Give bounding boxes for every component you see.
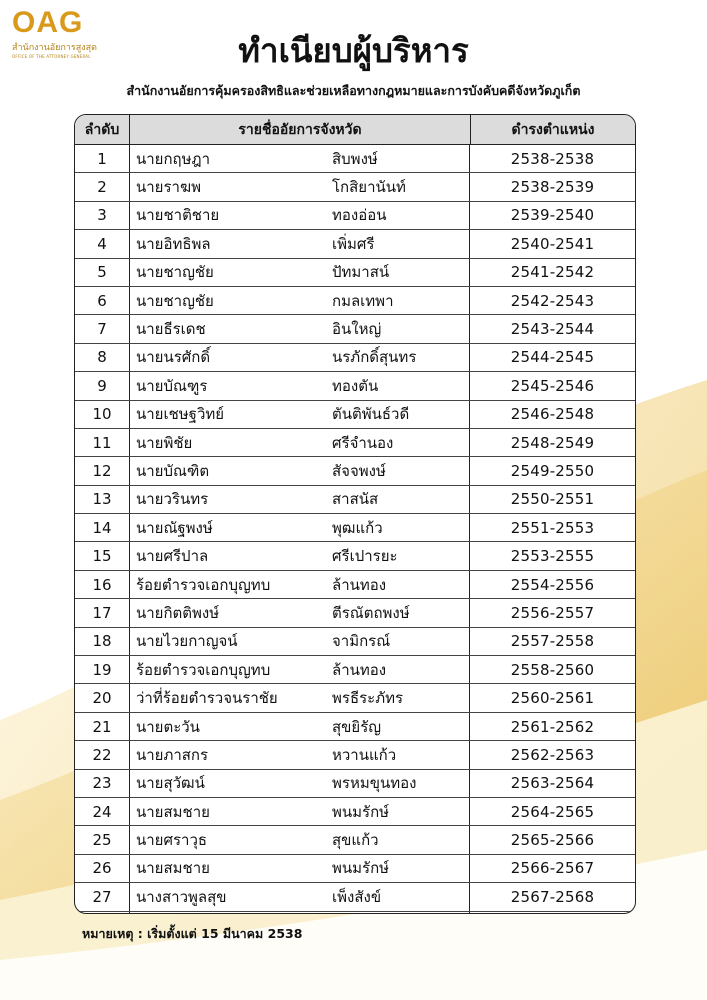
row-first-name: นายธีรเดช [136, 320, 206, 339]
row-term: 2548-2549 [510, 433, 595, 452]
row-name [130, 230, 470, 257]
row-number: 26 [75, 855, 130, 882]
row-name [130, 713, 470, 740]
table-row [75, 542, 635, 570]
row-number [75, 912, 130, 914]
logo-org-en: OFFICE OF THE ATTORNEY GENERAL [12, 54, 91, 59]
row-number: 22 [75, 741, 130, 768]
row-name [130, 202, 470, 229]
table-row [75, 855, 635, 883]
table-row [75, 429, 635, 457]
row-name [130, 798, 470, 825]
row-name [130, 486, 470, 513]
row-last-name: อินใหญ่ [332, 320, 382, 339]
row-term: 2550-2551 [510, 490, 595, 509]
row-number: 15 [75, 542, 130, 569]
row-number: 13 [75, 486, 130, 513]
row-term: 2562-2563 [510, 745, 595, 764]
table-row [75, 741, 635, 769]
row-last-name: ทองตัน [332, 376, 379, 395]
row-first-name: นายชาญชัย [136, 291, 214, 310]
row-number: 25 [75, 826, 130, 853]
row-name [130, 571, 470, 598]
row-first-name: นายภาสกร [136, 745, 209, 764]
row-first-name: นายชาญชัย [136, 263, 214, 282]
row-name [130, 259, 470, 286]
row-number: 19 [75, 656, 130, 683]
row-first-name: นายบัณฑูร [136, 376, 208, 395]
row-name [130, 401, 470, 428]
table-row [75, 798, 635, 826]
row-first-name: นายสมชาย [136, 802, 210, 821]
row-last-name: นรภักดิ์สุนทร [332, 348, 417, 367]
row-term: 2564-2565 [510, 802, 595, 821]
row-number: 14 [75, 514, 130, 541]
row-term: 2539-2540 [510, 206, 595, 225]
row-number: 17 [75, 599, 130, 626]
row-name [130, 287, 470, 314]
row-name [130, 372, 470, 399]
directors-table [74, 114, 636, 914]
row-last-name: พนมรักษ์ [332, 802, 390, 821]
row-first-name: นายนรศักดิ์ [136, 348, 211, 367]
row-number: 18 [75, 628, 130, 655]
row-name [130, 628, 470, 655]
row-name [130, 457, 470, 484]
table-row [75, 713, 635, 741]
row-term: 2542-2543 [510, 291, 595, 310]
header-name: รายชื่ออัยการจังหวัด [130, 115, 471, 144]
row-last-name: พุฒแก้ว [332, 518, 383, 537]
table-row [75, 457, 635, 485]
row-term [470, 912, 635, 914]
row-name [130, 514, 470, 541]
row-term: 2546-2548 [510, 405, 595, 424]
row-first-name: นางสาวพูลสุข [136, 887, 227, 906]
row-term: 2566-2567 [510, 859, 595, 878]
row-term: 2551-2553 [510, 518, 595, 537]
row-term: 2538-2538 [510, 149, 595, 168]
row-number: 16 [75, 571, 130, 598]
row-number: 1 [75, 145, 130, 172]
table-row [75, 344, 635, 372]
logo-org-th: สำนักงานอัยการสูงสุด [12, 43, 97, 53]
table-row [75, 401, 635, 429]
table-row [75, 202, 635, 230]
row-first-name: นายวรินทร [136, 490, 209, 509]
row-last-name: โกสิยานันท์ [332, 178, 406, 197]
row-name [130, 883, 470, 910]
row-name [130, 912, 470, 914]
row-last-name: พรหมขุนทอง [332, 774, 417, 793]
row-last-name: เพ็งสังข์ [332, 887, 382, 906]
row-last-name: ศรีจำนอง [332, 433, 394, 452]
row-term: 2560-2561 [510, 689, 595, 708]
row-term: 2540-2541 [510, 234, 595, 253]
row-name [130, 770, 470, 797]
row-term: 2545-2546 [510, 376, 595, 395]
row-term: 2554-2556 [510, 575, 595, 594]
row-number: 7 [75, 315, 130, 342]
row-first-name: ร้อยตำรวจเอกบุญทบ [136, 660, 271, 679]
table-row [75, 912, 635, 914]
row-name [130, 542, 470, 569]
header-no: ลำดับ [75, 115, 130, 144]
row-first-name: นายไวยกาญจน์ [136, 632, 238, 651]
row-first-name: นายศรีปาล [136, 547, 209, 566]
row-number: 4 [75, 230, 130, 257]
table-row [75, 571, 635, 599]
row-last-name: พรธีระภัทร [332, 689, 404, 708]
table-row [75, 684, 635, 712]
row-term: 2565-2566 [510, 831, 595, 850]
row-last-name: ล้านทอง [332, 575, 387, 594]
row-term: 2549-2550 [510, 461, 595, 480]
row-first-name: นายสุวัฒน์ [136, 774, 205, 793]
row-number: 12 [75, 457, 130, 484]
row-last-name: ปัทมาสน์ [332, 263, 390, 282]
row-number: 2 [75, 173, 130, 200]
row-first-name: นายณัฐพงษ์ [136, 518, 213, 537]
page-title: ทำเนียบผู้บริหาร [238, 31, 469, 70]
header-term: ดำรงตำแหน่ง [511, 121, 595, 138]
table-header [75, 115, 635, 145]
row-first-name: นายสมชาย [136, 859, 210, 878]
row-term: 2543-2544 [510, 320, 595, 339]
footnote: หมายเหตุ : เริ่มตั้งแต่ 15 มีนาคม 2538 [82, 926, 303, 941]
row-first-name: นายอิทธิพล [136, 234, 211, 253]
row-first-name: นายราฆพ [136, 178, 201, 197]
row-last-name: ตันติพันธ์วดี [332, 405, 410, 424]
row-name [130, 741, 470, 768]
row-term: 2563-2564 [510, 774, 595, 793]
row-first-name: ร้อยตำรวจเอกบุญทบ [136, 575, 271, 594]
row-number: 6 [75, 287, 130, 314]
table-body [75, 145, 635, 914]
table-row [75, 259, 635, 287]
row-first-name: นายกฤษฎา [136, 149, 211, 168]
row-number: 20 [75, 684, 130, 711]
table-row [75, 770, 635, 798]
row-first-name: นายพิชัย [136, 433, 193, 452]
row-number: 5 [75, 259, 130, 286]
table-row [75, 826, 635, 854]
row-last-name: ล้านทอง [332, 660, 387, 679]
row-last-name: เพิ่มศรี [332, 234, 375, 253]
row-number: 11 [75, 429, 130, 456]
table-row [75, 230, 635, 258]
row-term: 2561-2562 [510, 717, 595, 736]
row-last-name: สุขยิรัญ [332, 717, 382, 736]
row-name [130, 855, 470, 882]
table-row [75, 486, 635, 514]
row-name [130, 656, 470, 683]
row-last-name [332, 913, 389, 914]
row-first-name: นายบัณฑิต [136, 461, 210, 480]
row-last-name: สุขแก้ว [332, 831, 379, 850]
row-last-name: สิบพงษ์ [332, 149, 378, 168]
row-name [130, 173, 470, 200]
row-last-name: จามิกรณ์ [332, 632, 391, 651]
table-row [75, 173, 635, 201]
row-number: 10 [75, 401, 130, 428]
row-name [130, 599, 470, 626]
table-row [75, 145, 635, 173]
row-last-name: สัจจพงษ์ [332, 461, 386, 480]
row-term: 2558-2560 [510, 660, 595, 679]
row-name [130, 145, 470, 172]
row-name [130, 429, 470, 456]
row-first-name: นายชาติชาย [136, 206, 220, 225]
table-row [75, 656, 635, 684]
row-term: 2544-2545 [510, 348, 595, 367]
row-term: 2556-2557 [510, 603, 595, 622]
row-number: 9 [75, 372, 130, 399]
row-first-name: นายตะวัน [136, 717, 200, 736]
row-term: 2541-2542 [510, 263, 595, 282]
table-row [75, 514, 635, 542]
row-number: 23 [75, 770, 130, 797]
row-name [130, 684, 470, 711]
table-row [75, 315, 635, 343]
page-subtitle: สำนักงานอัยการคุ้มครองสิทธิและช่วยเหลือทางกฎหมายและการบังคับคดีจังหวัดภูเก็ต [126, 83, 581, 98]
row-last-name: หวานแก้ว [332, 745, 397, 764]
row-last-name: ศรีเปารยะ [332, 547, 398, 566]
row-last-name: ตีรณัตถพงษ์ [332, 603, 410, 622]
logo-mark: OAG [12, 6, 84, 39]
row-first-name: นายเชษฐวิทย์ [136, 405, 225, 424]
row-number: 24 [75, 798, 130, 825]
row-first-name [136, 913, 332, 914]
row-term: 2538-2539 [510, 178, 595, 197]
row-last-name: กมลเทพา [332, 291, 394, 310]
row-name [130, 315, 470, 342]
table-row [75, 883, 635, 911]
row-last-name: สาสนัส [332, 490, 379, 509]
row-last-name: ทองอ่อน [332, 206, 387, 225]
row-name [130, 344, 470, 371]
row-number: 21 [75, 713, 130, 740]
row-number: 3 [75, 202, 130, 229]
row-last-name: พนมรักษ์ [332, 859, 390, 878]
row-term: 2567-2568 [510, 887, 595, 906]
row-first-name: นายกิตติพงษ์ [136, 603, 220, 622]
table-row [75, 287, 635, 315]
table-row [75, 372, 635, 400]
row-number: 27 [75, 883, 130, 910]
row-first-name: ว่าที่ร้อยตำรวจนราชัย [136, 689, 278, 708]
table-row [75, 599, 635, 627]
row-name [130, 826, 470, 853]
row-first-name: นายศราวุธ [136, 831, 208, 850]
table-row [75, 628, 635, 656]
row-term: 2557-2558 [510, 632, 595, 651]
row-number: 8 [75, 344, 130, 371]
row-term: 2553-2555 [510, 547, 595, 566]
